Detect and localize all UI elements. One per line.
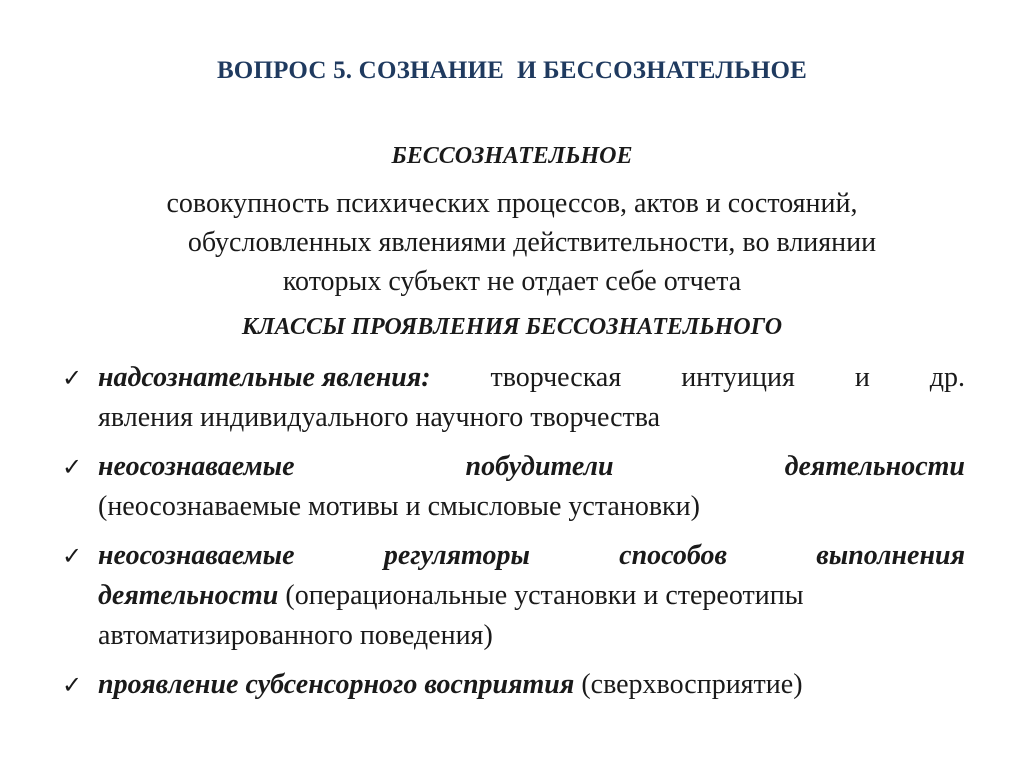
list-item-word: др. bbox=[929, 362, 965, 393]
classes-list bbox=[60, 358, 965, 714]
checkmark-icon: ✓ bbox=[62, 542, 83, 570]
definition-line-1: совокупность психических процессов, актов и состояний, bbox=[166, 188, 858, 219]
list-item-term: деятельности bbox=[98, 580, 279, 611]
list-item-term: неосознаваемые bbox=[98, 451, 295, 482]
list-item-term: деятельности bbox=[784, 451, 965, 482]
checkmark-icon: ✓ bbox=[62, 364, 83, 392]
list-item-term: способов bbox=[619, 540, 728, 571]
list-item-line: автоматизированного поведения) bbox=[98, 620, 493, 651]
list-item-word: творческая bbox=[490, 362, 622, 393]
list-item-term: надсознательные явления: bbox=[98, 362, 431, 393]
checkmark-icon: ✓ bbox=[62, 453, 83, 481]
definition-text bbox=[60, 184, 964, 301]
list-item-word: интуиция bbox=[681, 362, 795, 393]
slide-title: ВОПРОС 5. СОЗНАНИЕ И БЕССОЗНАТЕЛЬНОЕ bbox=[216, 57, 808, 84]
list-item-term: проявление субсенсорного восприятия bbox=[98, 669, 575, 700]
list-item-term: побудители bbox=[465, 451, 614, 482]
list-item-line bbox=[98, 576, 965, 616]
classes-heading: КЛАССЫ ПРОЯВЛЕНИЯ БЕССОЗНАТЕЛЬНОГО bbox=[241, 314, 783, 340]
list-item-text: (операциональные установки и стереотипы bbox=[278, 580, 804, 611]
list-item-text: (сверхвосприятие) bbox=[574, 669, 803, 700]
list-item-line: явления индивидуального научного творчества bbox=[98, 402, 661, 433]
checkmark-icon: ✓ bbox=[62, 671, 83, 699]
list-item-line bbox=[98, 447, 965, 487]
list-item bbox=[60, 358, 965, 438]
list-item-line bbox=[98, 358, 965, 398]
list-item bbox=[60, 665, 965, 705]
list-item-word: и bbox=[854, 362, 870, 393]
list-item-line bbox=[98, 665, 965, 705]
list-item-line: (неосознаваемые мотивы и смысловые установки) bbox=[98, 491, 700, 522]
definition-line-2: обусловленных явлениями действительности, во влиянии bbox=[187, 227, 877, 258]
list-item bbox=[60, 536, 965, 656]
definition-line-3: которых субъект не отдает себе отчета bbox=[282, 266, 742, 297]
list-item bbox=[60, 447, 965, 527]
list-item-line bbox=[98, 536, 965, 576]
list-item-term: регуляторы bbox=[383, 540, 530, 571]
term-heading: БЕССОЗНАТЕЛЬНОЕ bbox=[391, 143, 633, 169]
list-item-term: выполнения bbox=[816, 540, 965, 571]
list-item-term: неосознаваемые bbox=[98, 540, 295, 571]
